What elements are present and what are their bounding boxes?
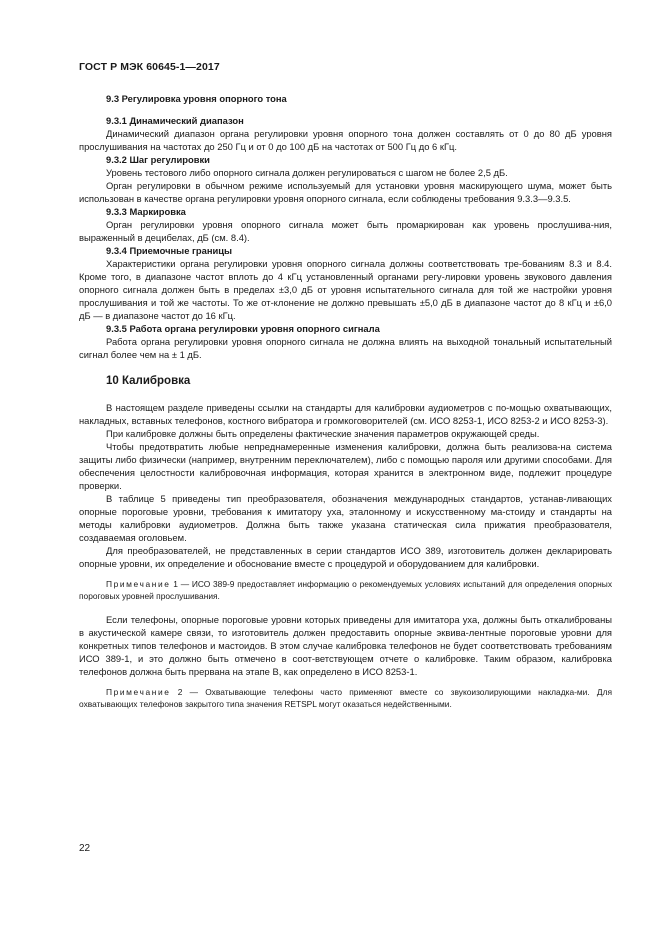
note-1 xyxy=(79,578,612,602)
note-text: 2 — Охватывающие телефоны часто применяют вместе со звукоизолирующими накладка-ми. Для охватывающих телефонов закрытого типа значения RETSPL могут оказаться недейственными. xyxy=(79,687,612,709)
paragraph: В настоящем разделе приведены ссылки на стандарты для калибровки аудиометров с по-мощью охватывающих, накладных, вставных телефонов, костного вибратора и громкоговорителей (см. ИСО 8253-1, ИСО 8253-2 и ИСО 8253-3). xyxy=(79,402,612,426)
page-number: 22 xyxy=(79,843,91,854)
paragraph: Динамический диапазон органа регулировки уровня опорного тона должен составлять от 0 до 80 дБ уровня прослушивания на частотах до 250 Гц и от 0 до 100 дБ на частотах от 500 Гц до 6 кГц. xyxy=(79,128,612,152)
section-9-3-5-heading: 9.3.5 Работа органа регулировки уровня опорного сигнала xyxy=(106,323,380,334)
note-text: 1 — ИСО 389-9 предоставляет информацию о рекомендуемых условиях испытаний для определения опорных пороговых уровней прослушивания. xyxy=(79,579,613,601)
note-label: Примечание xyxy=(106,579,171,589)
note-label: Примечание xyxy=(106,687,171,697)
page-content xyxy=(79,92,612,721)
section-9-3-3-heading: 9.3.3 Маркировка xyxy=(106,206,186,217)
section-9-3-heading: 9.3 Регулировка уровня опорного тона xyxy=(106,93,287,104)
paragraph: Если телефоны, опорные пороговые уровни которых приведены для имитатора уха, должны быть откалиброваны в акустической камере связи, то изготовитель должен предоставить опорные эквива-лентные пороговые уровни для конкретных типов телефонов и мастоидов. В этом случае калибровка телефонов не будет соответствовать требованиям ИСО 389-1, и это должно быть отмечено в соот-ветствующем отчете о калибровке. Таким образом, калибровка телефонов должна быть прервана на этапе В, как определено в ИСО 8253-1. xyxy=(79,614,612,677)
standard-header: ГОСТ Р МЭК 60645-1—2017 xyxy=(79,61,220,73)
paragraph: Орган регулировки уровня опорного сигнала может быть промаркирован как уровень прослушива-ния, выраженный в децибелах, дБ (см. 8.4). xyxy=(79,219,612,243)
paragraph: Орган регулировки в обычном режиме используемый для установки уровня маскирующего шума, может быть использован в качестве органа регулировки уровня опорного сигнала, если соблюдены требования 9.3.3—9.3.5. xyxy=(79,180,612,204)
paragraph: Уровень тестового либо опорного сигнала должен регулироваться с шагом не более 2,5 дБ. xyxy=(106,167,508,178)
section-10-heading: 10 Калибровка xyxy=(106,375,191,387)
paragraph: Работа органа регулировки уровня опорного сигнала не должна влиять на выходной тональный испытательный сигнал более чем на ± 1 дБ. xyxy=(79,336,612,360)
paragraph: Чтобы предотвратить любые непреднамеренные изменения калибровки, должна быть реализова-на система защиты либо физически (например, внутренним переключателем), либо с помощью пароля или другими способами. Для обеспечения целостности калибровочная информация, которая хранится в электронном виде, подлежит процедуре проверки. xyxy=(79,441,612,491)
paragraph: В таблице 5 приведены тип преобразователя, обозначения международных стандартов, устанав-ливающих опорные пороговые уровни, требования к имитатору уха, эталонному и искусственному ма-стоиду и стандарты на методы калибровки аудиометров. Должна быть также указана статическая сила прижатия преобразователя, создаваемая оголовьем. xyxy=(79,493,612,543)
paragraph: Характеристики органа регулировки уровня опорного сигнала должны соответствовать тре-бованиям 8.3 и 8.4. Кроме того, в диапазоне частот вплоть до 4 кГц установленный органами регу-лировки уровень звукового давления опорного сигнала должен быть в пределах ±3,0 дБ от уровня испытательного сигнала для той же настройки уровня прослушивания и той же частоты. То же от-клонение не должно превышать ±5,0 дБ в диапазоне частот до 8 кГц и ±6,0 дБ — в диапазоне частот до 16 кГц. xyxy=(79,258,612,321)
paragraph: Для преобразователей, не представленных в серии стандартов ИСО 389, изготовитель должен декларировать опорные уровни, их определение и обоснование вместе с процедурой и оборудованием для калибровки. xyxy=(79,545,612,569)
paragraph: При калибровке должны быть определены фактические значения параметров окружающей среды. xyxy=(106,428,540,439)
section-9-3-2-heading: 9.3.2 Шаг регулировки xyxy=(106,154,210,165)
note-2 xyxy=(79,686,612,710)
section-9-3-1-heading: 9.3.1 Динамический диапазон xyxy=(106,115,244,126)
section-9-3-4-heading: 9.3.4 Приемочные границы xyxy=(106,245,233,256)
